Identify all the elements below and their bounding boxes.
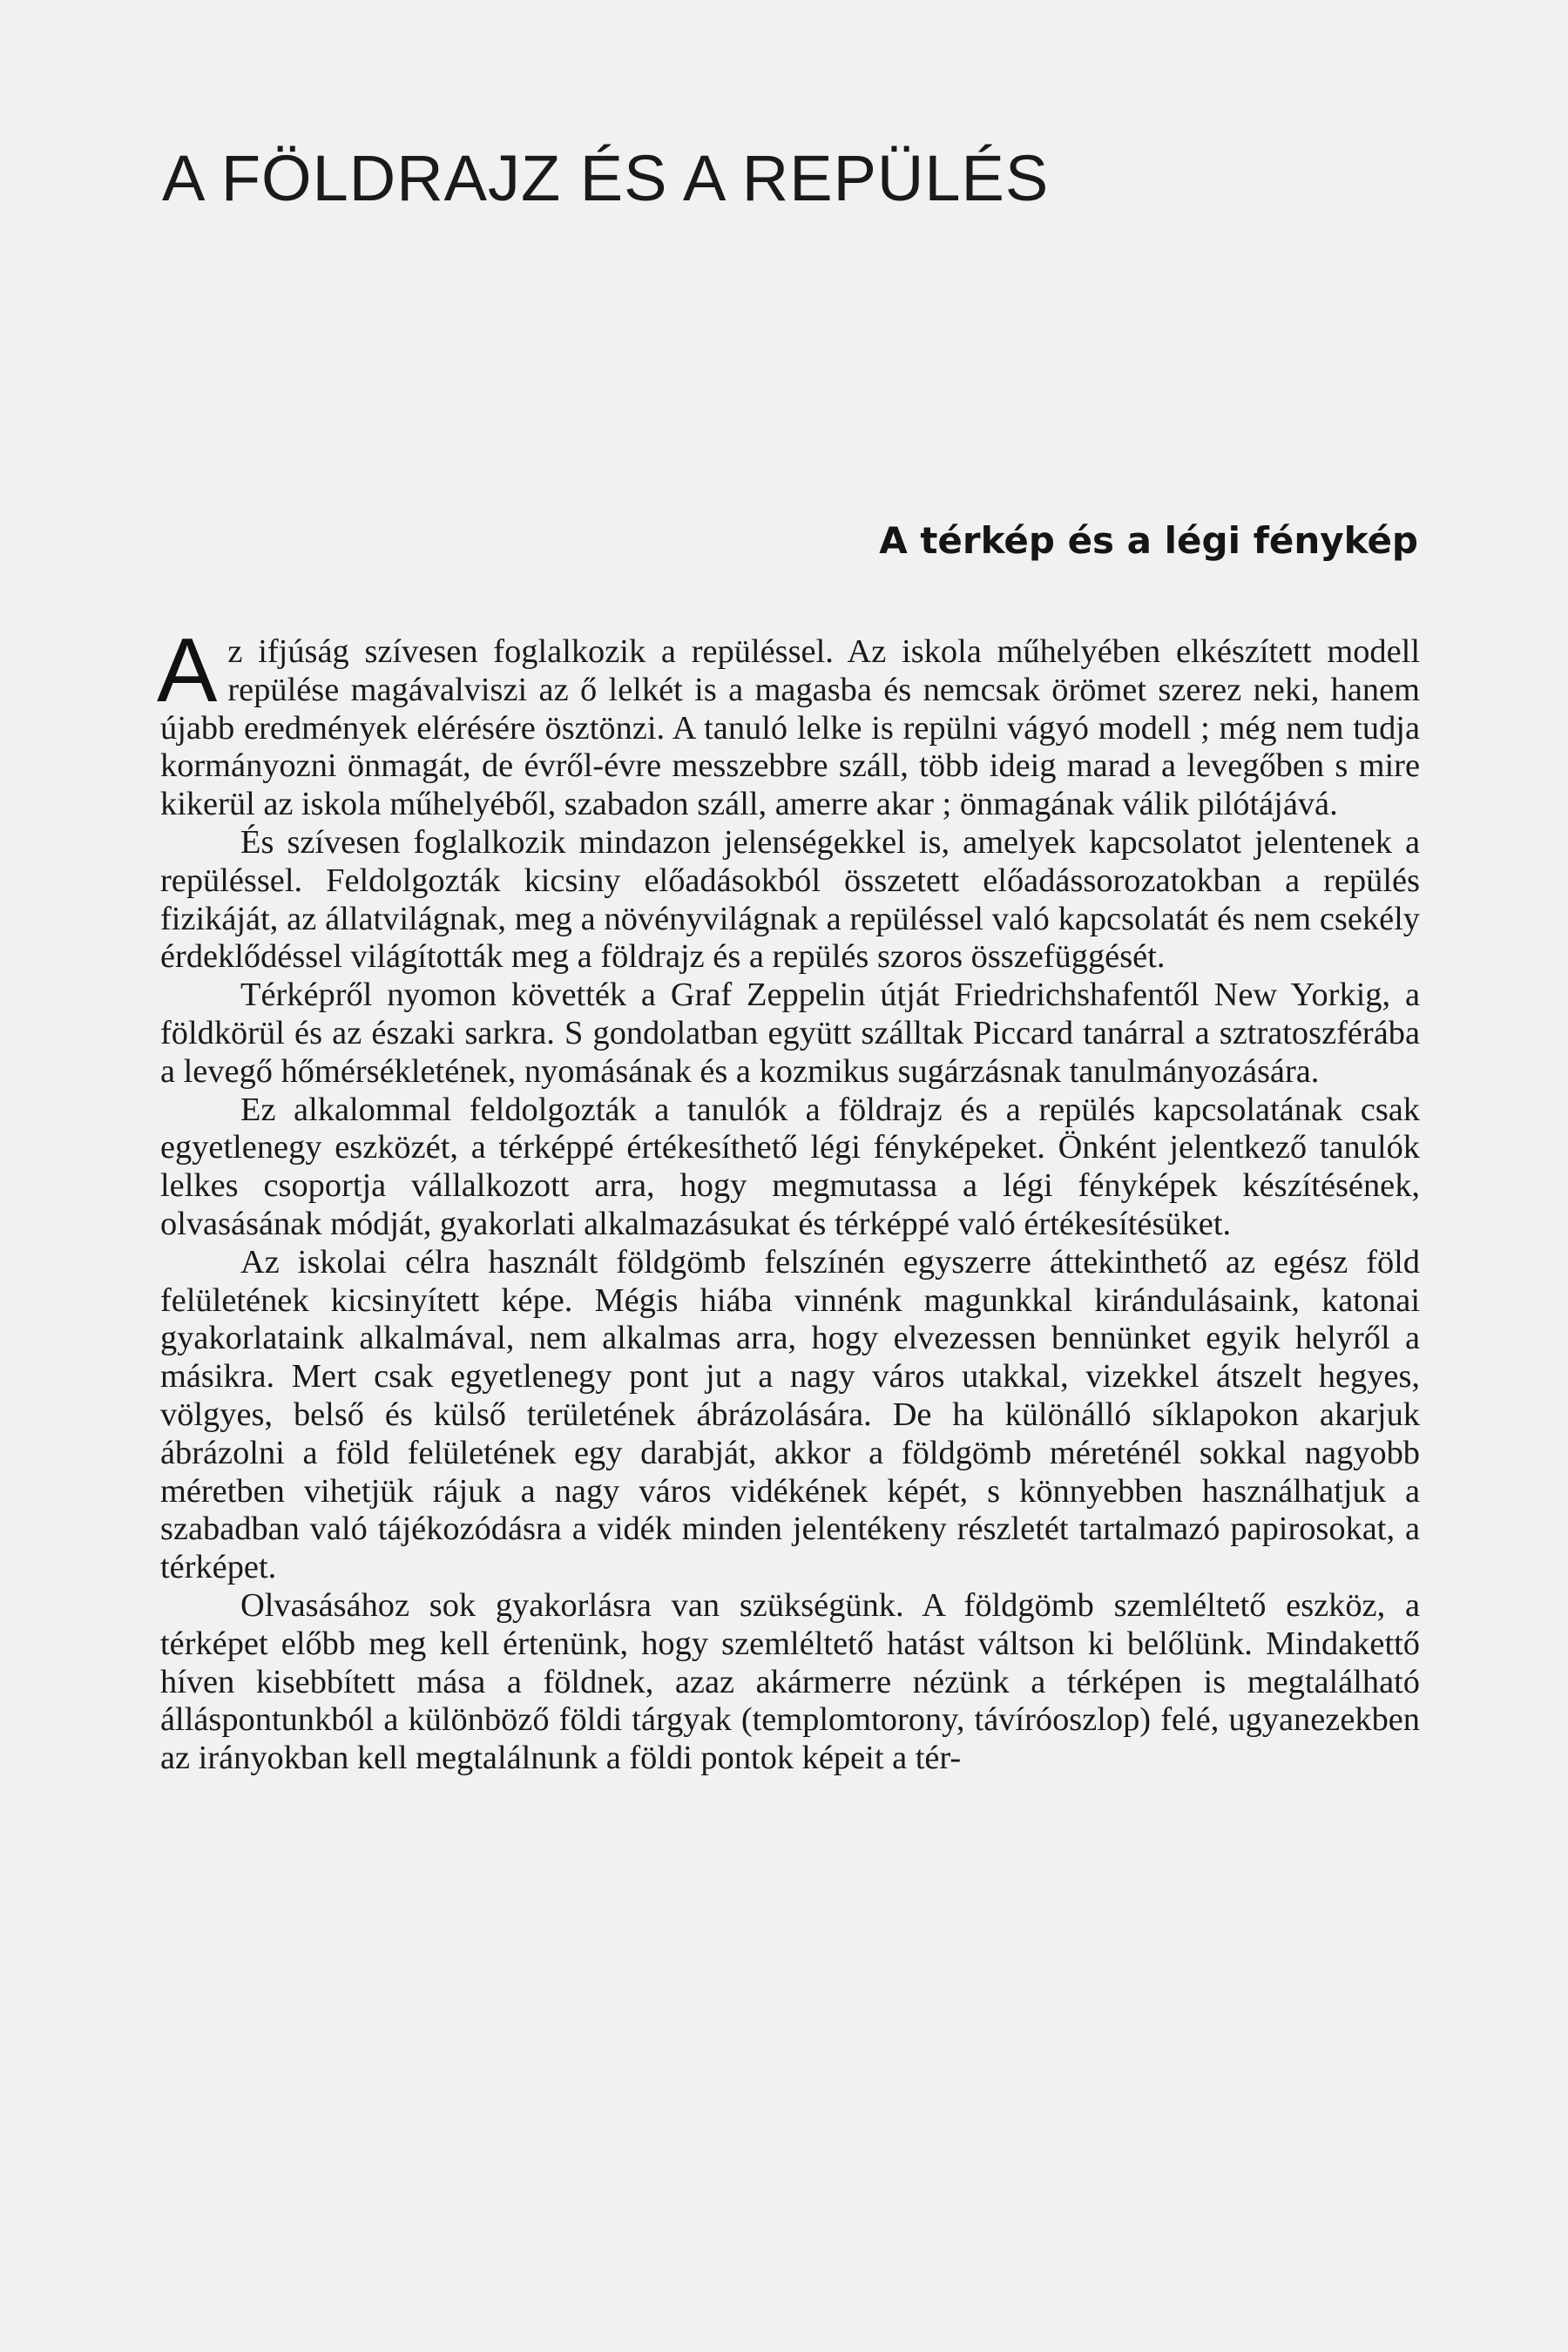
paragraph-5: Az iskolai célra használt földgömb felszínén egyszerre áttekinthető az egész föld felületének kicsinyített képe. Mégis hiába vinnénk magunkkal kirándulásaink, katonai gyakorlataink alkalmával, nem alkalmas arra, hogy elvezessen bennünket egyik helyről a másikra. Mert csak egyetlenegy pont jut a nagy város utakkal, vizekkel átszelt hegyes, völgyes, belső és külső területének ábrázolására. De ha különálló síklapokon akarjuk ábrázolni a föld felületének egy darabját, akkor a földgömb méreténél sokkal nagyobb méretben vihetjük rájuk a nagy város vidékének képét, s könnyebben használhatjuk a szabadban való tájékozódásra a vidék minden jelentékeny részletét tartalmazó papirosokat, a térképet.: [160, 1243, 1420, 1586]
article-body: [157, 620, 1420, 1778]
page-title: A FÖLDRAJZ ÉS A REPÜLÉS: [162, 142, 1050, 214]
paragraph-4: Ez alkalommal feldolgozták a tanulók a földrajz és a repülés kapcsolatának csak egyetlenegy eszközét, a térképpé értékesíthető légi fényképeket. Önként jelentkező tanulók lelkes csoportja vállalkozott arra, hogy megmutassa a légi fényképek készítésének, olvasásának módját, gyakorlati alkalmazásukat és térképpé való értékesítésüket.: [160, 1091, 1420, 1242]
paragraph-1-text: z ifjúság szívesen foglalkozik a repüléssel. Az iskola műhelyében elkészített modell repülése magávalviszi az ő lelkét is a magasba és nemcsak örömet szerez neki, hanem újabb eredmények elérésére ösztönzi. A tanuló lelke is repülni vágyó modell ; még nem tudja kormányozni önmagát, de évről-évre messzebbre száll, több ideig marad a levegőben s mire kikerül az iskola műhelyéből, szabadon száll, amerre akar ; önmagának válik pilótájává.: [160, 633, 1420, 823]
paragraph-2: És szívesen foglalkozik mindazon jelenségekkel is, amelyek kapcsolatot jelentenek a repüléssel. Feldolgozták kicsiny előadásokból összetett előadássorozatokban a repülés fizikáját, az állatvilágnak, meg a növényvilágnak a repüléssel való kapcsolatát és nem csekély érdeklődéssel világították meg a földrajz és a repülés szoros összefüggését.: [160, 823, 1420, 976]
paragraph-1: [157, 620, 1420, 824]
drop-cap: A: [157, 620, 218, 721]
paragraph-3: Térképről nyomon követték a Graf Zeppelin útját Friedrichshafentől New Yorkig, a földkörül és az északi sarkra. S gondolatban együtt szálltak Piccard tanárral a sztratoszférába a levegő hőmérsékletének, nyomásának és a kozmikus sugárzásnak tanulmányozására.: [160, 977, 1420, 1090]
paragraph-6: Olvasásához sok gyakorlásra van szükségünk. A földgömb szemléltető eszköz, a térképet előbb meg kell értenünk, hogy szemléltető hatást váltson ki belőlünk. Mindakettő híven kisebbített mása a földnek, azaz akármerre nézünk a térképen is megtalálható álláspontunkból a különböző földi tárgyak (templomtorony, távíróoszlop) felé, ugyanezekben az irányokban kell megtalálnunk a földi pontok képeit a tér-: [160, 1586, 1420, 1777]
section-subtitle: A térkép és a légi fénykép: [879, 519, 1418, 562]
